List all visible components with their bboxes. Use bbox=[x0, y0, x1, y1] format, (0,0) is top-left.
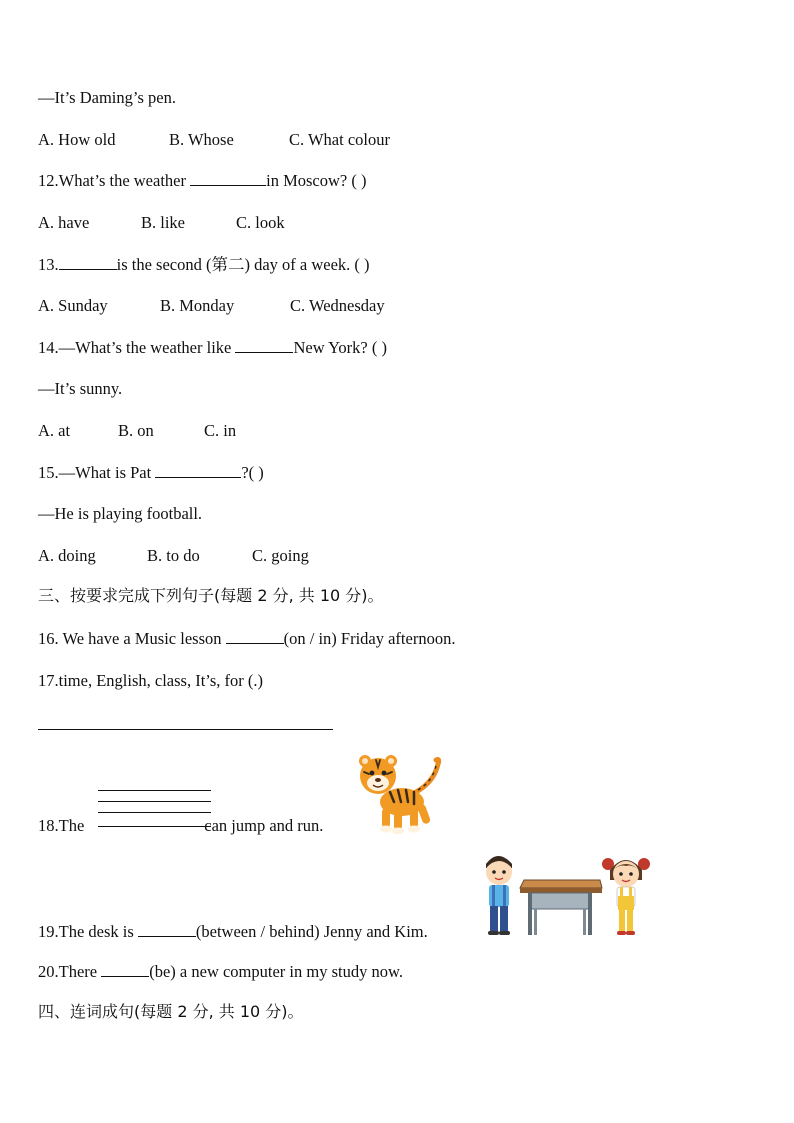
q12-option-c: C. look bbox=[236, 213, 285, 232]
q11-option-c: C. What colour bbox=[289, 130, 390, 149]
q11-option-b: B. Whose bbox=[169, 130, 234, 149]
kids-and-desk-illustration bbox=[478, 850, 650, 940]
q13-options bbox=[38, 296, 385, 316]
q15-option-a: A. doing bbox=[38, 546, 96, 565]
q20-stem bbox=[38, 962, 403, 982]
q20-blank[interactable] bbox=[101, 962, 149, 977]
q15-text-before: 15.—What is Pat bbox=[38, 463, 156, 482]
q12-option-b: B. like bbox=[141, 213, 185, 232]
q14-options bbox=[38, 421, 236, 441]
q14-option-b: B. on bbox=[118, 421, 154, 440]
q14-option-c: C. in bbox=[204, 421, 237, 440]
q20-text-before: 20.There bbox=[38, 962, 102, 981]
q13-text-before: 13. bbox=[38, 255, 59, 274]
q16-text-after: (on / in) Friday afternoon. bbox=[283, 629, 456, 648]
q12-stem bbox=[38, 171, 366, 191]
q17-answer-line[interactable] bbox=[38, 729, 333, 730]
tiger-illustration bbox=[356, 752, 444, 834]
q11-answer: —It’s Daming’s pen. bbox=[38, 88, 176, 107]
q14-option-a: A. at bbox=[38, 421, 71, 440]
q19-stem bbox=[38, 922, 428, 942]
q12-blank[interactable] bbox=[190, 171, 266, 186]
q16-text-before: 16. We have a Music lesson bbox=[38, 629, 226, 648]
q11-options bbox=[38, 130, 390, 150]
q16-blank[interactable] bbox=[226, 629, 284, 644]
q12-options bbox=[38, 213, 285, 233]
section-3-heading: 三、按要求完成下列句子(每题 2 分, 共 10 分)。 bbox=[38, 586, 384, 605]
q16-stem bbox=[38, 629, 455, 649]
q19-blank[interactable] bbox=[138, 922, 196, 937]
q19-text-before: 19.The desk is bbox=[38, 922, 138, 941]
q14-text-after: New York? ( ) bbox=[293, 338, 387, 357]
q14-answer: —It’s sunny. bbox=[38, 379, 123, 398]
q13-text-after: is the second (第二) day of a week. ( ) bbox=[116, 255, 370, 274]
q18-text-before: 18.The bbox=[38, 816, 85, 835]
q13-option-a: A. Sunday bbox=[38, 296, 108, 315]
q12-option-a: A. have bbox=[38, 213, 90, 232]
q14-stem bbox=[38, 338, 387, 358]
q18-stem bbox=[38, 816, 323, 836]
q18-text-after: can jump and run. bbox=[204, 816, 324, 835]
section-4-heading: 四、连词成句(每题 2 分, 共 10 分)。 bbox=[38, 1002, 304, 1021]
q11-option-a: A. How old bbox=[38, 130, 116, 149]
q13-option-c: C. Wednesday bbox=[290, 296, 385, 315]
q15-blank[interactable] bbox=[155, 463, 241, 478]
q14-blank[interactable] bbox=[235, 338, 293, 353]
q12-text-before: 12.What’s the weather bbox=[38, 171, 191, 190]
q17-stem: 17.time, English, class, It’s, for (.) bbox=[38, 671, 264, 690]
q13-stem bbox=[38, 255, 370, 275]
q15-option-c: C. going bbox=[252, 546, 309, 565]
q14-text-before: 14.—What’s the weather like bbox=[38, 338, 236, 357]
q15-options bbox=[38, 546, 309, 566]
q20-text-after: (be) a new computer in my study now. bbox=[149, 962, 403, 981]
q15-stem bbox=[38, 463, 264, 483]
q13-blank[interactable] bbox=[59, 255, 117, 270]
q15-option-b: B. to do bbox=[147, 546, 200, 565]
q15-text-after: ?( ) bbox=[241, 463, 264, 482]
q12-text-after: in Moscow? ( ) bbox=[266, 171, 367, 190]
q19-text-after: (between / behind) Jenny and Kim. bbox=[195, 922, 428, 941]
q15-answer: —He is playing football. bbox=[38, 504, 203, 523]
q13-option-b: B. Monday bbox=[160, 296, 235, 315]
